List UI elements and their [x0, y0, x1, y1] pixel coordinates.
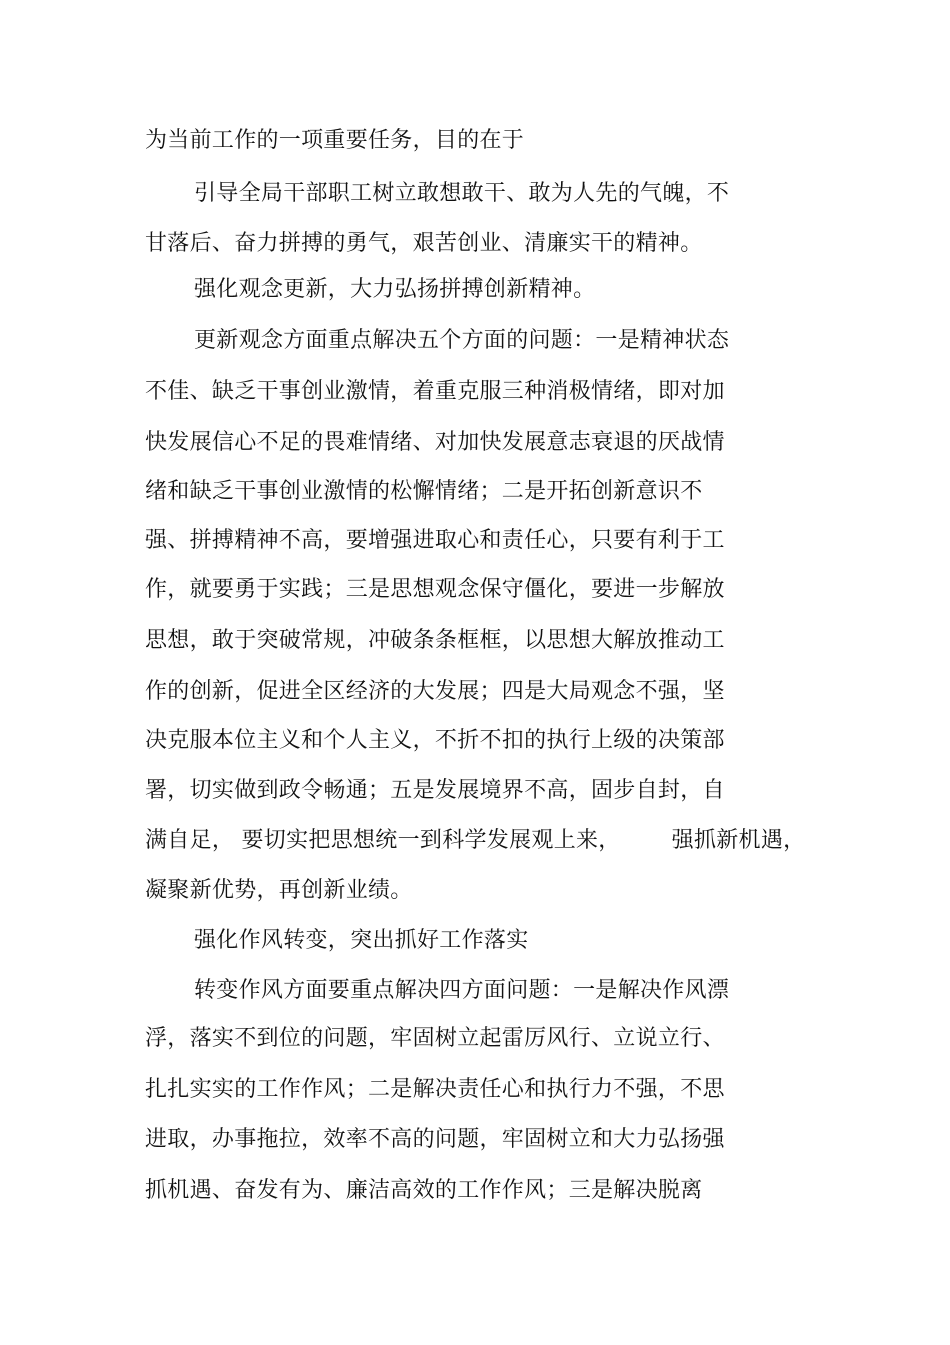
- text-line: 甘落后、奋力拼搏的勇气，艰苦创业、清廉实干的精神。: [145, 231, 703, 256]
- text-line: 引导全局干部职工树立敢想敢干、敢为人先的气魄，不: [194, 181, 730, 206]
- text-line: 为当前工作的一项重要任务，目的在于: [145, 128, 525, 153]
- text-line: 强、拼搏精神不高，要增强进取心和责任心，只要有利于工: [145, 528, 725, 553]
- text-line: 不佳、缺乏干事创业激情，着重克服三种消极情绪，即对加: [145, 379, 725, 404]
- text-line: 作，就要勇于实践；三是思想观念保守僵化，要进一步解放: [145, 577, 725, 602]
- text-line: 转变作风方面要重点解决四方面问题：一是解决作风漂: [194, 978, 730, 1003]
- text-line: 快发展信心不足的畏难情绪、对加快发展意志衰退的厌战情: [145, 430, 725, 455]
- text-line: 满自足， 要切实把思想统一到科学发展观上来， 强抓新机遇，: [145, 828, 806, 853]
- text-line: 凝聚新优势，再创新业绩。: [145, 878, 413, 903]
- text-line: 思想，敢于突破常规，冲破条条框框，以思想大解放推动工: [145, 628, 725, 653]
- text-line: 署，切实做到政令畅通；五是发展境界不高，固步自封，自: [145, 778, 725, 803]
- text-line: 更新观念方面重点解决五个方面的问题：一是精神状态: [194, 328, 730, 353]
- text-line: 作的创新，促进全区经济的大发展；四是大局观念不强，坚: [145, 679, 725, 704]
- text-line: 决克服本位主义和个人主义，不折不扣的执行上级的决策部: [145, 728, 725, 753]
- text-line: 扎扎实实的工作作风；二是解决责任心和执行力不强，不思: [145, 1077, 725, 1102]
- text-line: 进取，办事拖拉，效率不高的问题，牢固树立和大力弘扬强: [145, 1127, 725, 1152]
- text-line: 强化观念更新，大力弘扬拼搏创新精神。: [194, 277, 596, 302]
- text-line: 强化作风转变，突出抓好工作落实: [194, 928, 529, 953]
- text-line: 抓机遇、奋发有为、廉洁高效的工作作风；三是解决脱离: [145, 1178, 703, 1203]
- text-line: 浮，落实不到位的问题，牢固树立起雷厉风行、立说立行、: [145, 1026, 725, 1051]
- text-line: 绪和缺乏干事创业激情的松懈情绪；二是开拓创新意识不: [145, 479, 703, 504]
